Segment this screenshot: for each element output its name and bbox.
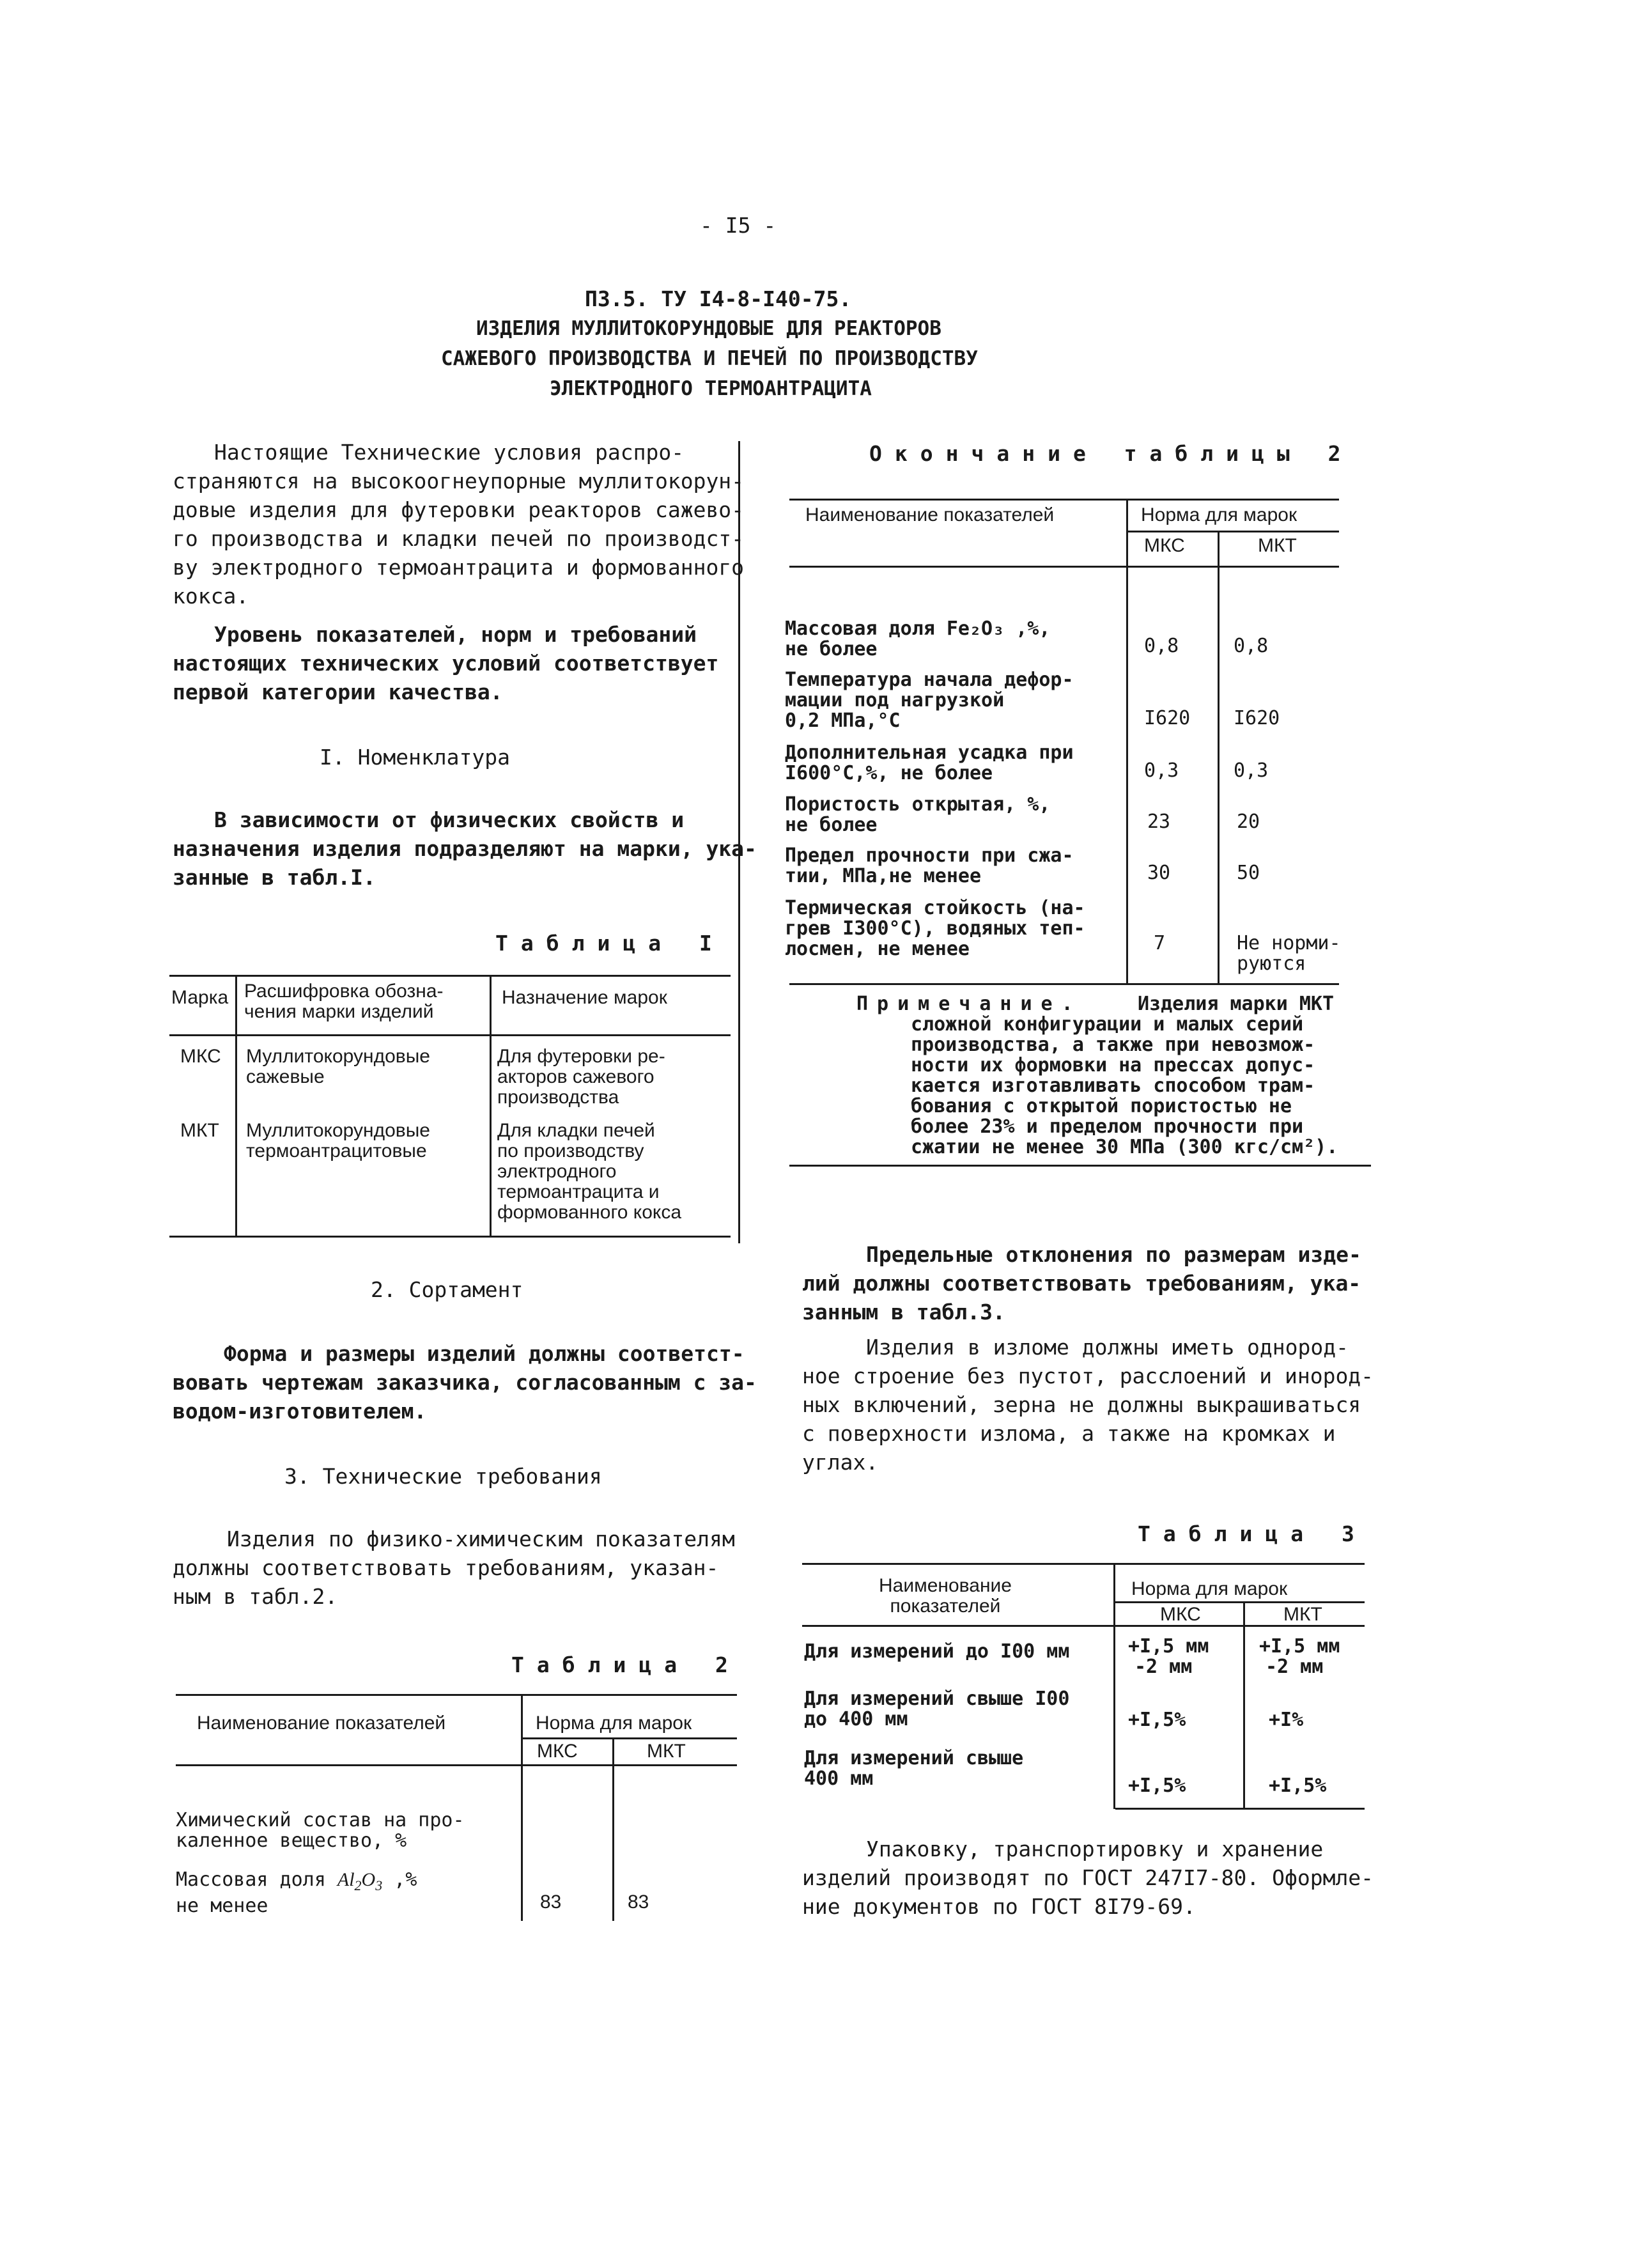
table-cell: 23 <box>1147 811 1171 833</box>
column-header: МКС <box>1160 1604 1201 1625</box>
text-line: должны соответствовать требованиям, указан- <box>173 1555 719 1580</box>
text-line: ности их формовки на прессах допус- <box>911 1054 1315 1076</box>
table-caption: Таблица 3 <box>1138 1521 1367 1546</box>
text-line: лосмен, не менее <box>785 938 970 960</box>
text-line: Температура начала дефор- <box>785 669 1074 691</box>
table-cell: +I,5% <box>1128 1775 1186 1797</box>
text-line: грев I300°С), водяных теп- <box>785 917 1085 940</box>
spec-title: П3.5. ТУ I4-8-I40-75. <box>585 286 852 311</box>
table-cell: 0,8 <box>1144 635 1179 657</box>
table-rule <box>789 499 1339 501</box>
table-rule <box>612 1737 614 1921</box>
heading-line: САЖЕВОГО ПРОИЗВОДСТВА И ПЕЧЕЙ ПО ПРОИЗВОДСТВУ <box>441 347 978 370</box>
text-line: Расшифровка обозна- <box>244 981 444 1002</box>
text-line: изделий производят по ГОСТ 247I7-80. Оформле- <box>802 1865 1374 1890</box>
text-line: электродного <box>497 1161 617 1182</box>
text-line: Уровень показателей, норм и требований <box>214 622 697 647</box>
table-rule <box>1115 1808 1365 1810</box>
table-rule <box>1243 1601 1245 1809</box>
text-line: чения марки изделий <box>244 1001 434 1022</box>
table-rule <box>1126 499 1128 984</box>
table-cell <box>804 1748 1023 1789</box>
table-cell: 83 <box>540 1891 562 1913</box>
table-cell <box>785 795 1050 835</box>
note-label: Примечание. <box>856 993 1082 1015</box>
text-line: с поверхности излома, а также на кромках и <box>802 1421 1336 1446</box>
text-line: тии, МПа,не менее <box>785 865 982 887</box>
table-caption: Таблица 2 <box>511 1652 741 1677</box>
table-cell: +I% <box>1269 1709 1304 1731</box>
text-line: назначения изделия подразделяют на марки, ука- <box>173 836 757 861</box>
text-line: производства, а также при невозмож- <box>911 1034 1315 1056</box>
text-line: Изделия в изломе должны иметь однород- <box>866 1335 1349 1360</box>
requirements-paragraph <box>173 1525 735 1611</box>
text-line: страняются на высокоогнеупорные муллитокорун- <box>173 469 745 493</box>
table-rule <box>789 566 1339 568</box>
table-rule <box>169 1034 731 1036</box>
text-line: Изделия по физико-химическим показателям <box>227 1526 735 1551</box>
text-line: Форма и размеры изделий должны соответст- <box>224 1341 745 1366</box>
table-rule <box>523 1737 737 1739</box>
quality-paragraph <box>173 620 718 706</box>
text-line: занным в табл.3. <box>802 1300 1005 1324</box>
text-line: В зависимости от физических свойств и <box>214 807 685 832</box>
text-line: Наименование <box>879 1575 1012 1596</box>
text-line: Для измерений свыше <box>804 1747 1024 1769</box>
table-cell: +I,5% <box>1269 1775 1327 1797</box>
table-cell <box>497 1046 665 1108</box>
text-line: Пористость открытая, %, <box>785 793 1051 816</box>
text-line: термоантрацита и <box>497 1181 660 1202</box>
text-line: +I,5 мм <box>1128 1635 1209 1658</box>
section-title: 2. Сортамент <box>371 1277 523 1302</box>
column-header: Норма для марок <box>536 1713 692 1734</box>
table-cell <box>497 1121 681 1223</box>
table-cell <box>785 898 1085 959</box>
table-rule <box>789 1165 1371 1167</box>
text-line: по производству <box>497 1140 644 1161</box>
table-cell <box>785 846 1074 887</box>
table-caption: Таблица I <box>495 931 725 956</box>
column-header: МКТ <box>647 1741 686 1762</box>
text-line: 0,2 МПа,°С <box>785 710 901 732</box>
text-line: сажевые <box>246 1066 325 1087</box>
table-cell <box>246 1046 430 1087</box>
text-line: Массовая доля Fe₂O₃ ,%, <box>785 617 1051 640</box>
table-cell: 0,3 <box>1144 759 1179 782</box>
text-line: мации под нагрузкой <box>785 689 1005 711</box>
column-header: Наименование показателей <box>805 504 1055 525</box>
text-line: сложной конфигурации и малых серий <box>911 1013 1304 1036</box>
heading-line: ИЗДЕЛИЯ МУЛЛИТОКОРУНДОВЫЕ ДЛЯ РЕАКТОРОВ <box>476 317 941 340</box>
text-line: Муллитокорундовые <box>246 1120 430 1141</box>
structure-paragraph <box>802 1333 1374 1477</box>
column-header: Норма для марок <box>1131 1578 1288 1599</box>
text-line: ным в табл.2. <box>173 1584 338 1609</box>
text-line: кокса. <box>173 584 249 609</box>
text-line: Дополнительная усадка при <box>785 742 1074 764</box>
table-cell: 50 <box>1237 862 1260 884</box>
table-rule <box>176 1764 737 1766</box>
text-line: производства <box>497 1087 619 1108</box>
text-line: ных включений, зерна не должны выкрашиваться <box>802 1392 1361 1417</box>
table-cell: 7 <box>1154 932 1166 954</box>
table-caption: Окончание таблицы 2 <box>869 441 1354 466</box>
column-header <box>244 981 444 1022</box>
table-cell <box>246 1121 430 1161</box>
label-text: ,% <box>382 1868 417 1891</box>
table-rule <box>235 975 237 1237</box>
table-cell <box>804 1689 1069 1730</box>
table-cell: Для измерений до I00 мм <box>804 1640 1070 1663</box>
text-line: Для измерений свыше I00 <box>804 1688 1070 1710</box>
text-line: показателей <box>890 1596 1001 1617</box>
column-header: МКС <box>1144 535 1185 556</box>
table-rule <box>521 1694 523 1921</box>
column-header: Норма для марок <box>1141 504 1297 525</box>
text-line: бования с открытой пористостью не <box>911 1095 1292 1117</box>
text-line: настоящих технических условий соответствует <box>173 651 719 676</box>
text-line: первой категории качества. <box>173 680 503 704</box>
text-line: Предельные отклонения по размерам изде- <box>866 1242 1361 1267</box>
table-cell <box>1259 1636 1340 1677</box>
text-line: Предел прочности при сжа- <box>785 844 1074 867</box>
formula-subscript: 2 <box>354 1877 362 1893</box>
table-cell: 0,3 <box>1234 759 1269 782</box>
note-text <box>911 1014 1338 1158</box>
table-rule <box>1128 531 1339 532</box>
table-cell <box>176 1810 465 1851</box>
table-rule <box>1113 1563 1115 1809</box>
column-header: МКС <box>537 1741 578 1762</box>
table-rule <box>169 1236 731 1238</box>
text-line: Химический состав на про- <box>176 1809 465 1831</box>
text-line: ву электродного термоантрацита и формованного <box>173 555 745 580</box>
text-line: термоантрацитовые <box>246 1140 427 1161</box>
table-rule <box>490 975 492 1237</box>
text-line: углах. <box>802 1450 879 1475</box>
column-header: Назначение марок <box>502 987 667 1008</box>
formula-subscript: 3 <box>375 1877 383 1893</box>
text-line: сжатии не менее 30 МПа (300 кгс/см²). <box>911 1136 1338 1158</box>
text-line: Термическая стойкость (на- <box>785 897 1085 919</box>
table-rule <box>1218 531 1220 984</box>
column-header <box>879 1576 1012 1617</box>
text-line: Упаковку, транспортировку и хранение <box>866 1837 1324 1861</box>
table-cell <box>785 743 1074 784</box>
text-line: -2 мм <box>1266 1656 1324 1678</box>
intro-paragraph <box>173 438 744 610</box>
text-line <box>176 1870 417 1896</box>
assortment-paragraph <box>173 1339 757 1425</box>
table-cell <box>1237 933 1341 974</box>
text-line: более 23% и пределом прочности при <box>911 1115 1304 1138</box>
text-line: Для футеровки ре- <box>497 1046 665 1067</box>
text-line: руются <box>1237 952 1306 975</box>
table-cell <box>176 1870 417 1916</box>
text-line: занные в табл.I. <box>173 865 376 890</box>
table-cell: 83 <box>628 1891 649 1913</box>
text-line: Для кладки печей <box>497 1120 655 1141</box>
text-line: довые изделия для футеровки реакторов сажево- <box>173 497 745 522</box>
table-cell <box>785 619 1050 660</box>
page-number: - I5 - <box>700 213 777 238</box>
text-line: не более <box>785 814 878 836</box>
section-title: 3. Технические требования <box>284 1464 602 1489</box>
text-line: кается изготавливать способом трам- <box>911 1075 1315 1097</box>
text-line: не менее <box>176 1895 268 1917</box>
table-cell <box>1128 1636 1209 1677</box>
text-line: го производства и кладки печей по производст- <box>173 526 745 551</box>
text-line: формованного кокса <box>497 1202 682 1223</box>
deviations-paragraph <box>802 1240 1361 1326</box>
table-cell: I620 <box>1144 707 1191 729</box>
text-line: ное строение без пустот, расслоений и инород- <box>802 1363 1374 1388</box>
formula-element: Al <box>337 1869 355 1890</box>
formula-element: O <box>361 1869 376 1890</box>
text-line: 400 мм <box>804 1767 874 1790</box>
column-header: Наименование показателей <box>197 1713 446 1734</box>
table-cell: 30 <box>1147 862 1171 884</box>
heading-line: ЭЛЕКТРОДНОГО ТЕРМОАНТРАЦИТА <box>550 377 872 400</box>
nomenclature-paragraph <box>173 805 757 892</box>
text-line: ние документов по ГОСТ 8I79-69. <box>802 1894 1196 1919</box>
packaging-paragraph <box>802 1835 1374 1921</box>
text-line: Муллитокорундовые <box>246 1046 430 1067</box>
text-line: Настоящие Технические условия распро- <box>214 440 685 465</box>
text-line: каленное вещество, % <box>176 1829 407 1852</box>
table-cell <box>785 670 1074 731</box>
table-rule <box>789 983 1339 985</box>
table-rule <box>1115 1601 1365 1603</box>
text-line: акторов сажевого <box>497 1066 654 1087</box>
text-line: -2 мм <box>1134 1656 1193 1678</box>
table-cell: I620 <box>1234 707 1280 729</box>
section-title: I. Номенклатура <box>320 745 511 770</box>
text-line: +I,5 мм <box>1259 1635 1340 1658</box>
text-line: не более <box>785 638 878 660</box>
table-rule <box>176 1694 737 1696</box>
text-line: лий должны соответствовать требованиям, ука- <box>802 1271 1361 1296</box>
table-cell: МКС <box>180 1046 221 1067</box>
table-cell: +I,5% <box>1128 1709 1186 1731</box>
table-rule <box>802 1625 1365 1627</box>
text-line: Не норми- <box>1237 932 1341 954</box>
label-text: Массовая доля <box>176 1868 337 1891</box>
table-rule <box>802 1563 1365 1565</box>
table-cell: 0,8 <box>1234 635 1269 657</box>
note-text: Изделия марки МКТ <box>1138 993 1335 1015</box>
table-rule <box>169 975 731 977</box>
table-cell: 20 <box>1237 811 1260 833</box>
column-header: МКТ <box>1283 1604 1322 1625</box>
text-line: водом-изготовителем. <box>173 1399 427 1424</box>
table-cell: МКТ <box>180 1120 219 1141</box>
column-header: Марка <box>171 987 229 1008</box>
text-line: до 400 мм <box>804 1708 908 1730</box>
text-line: вовать чертежам заказчика, согласованным с за- <box>173 1370 757 1395</box>
text-line: I600°С,%, не более <box>785 762 993 784</box>
column-header: МКТ <box>1258 535 1297 556</box>
